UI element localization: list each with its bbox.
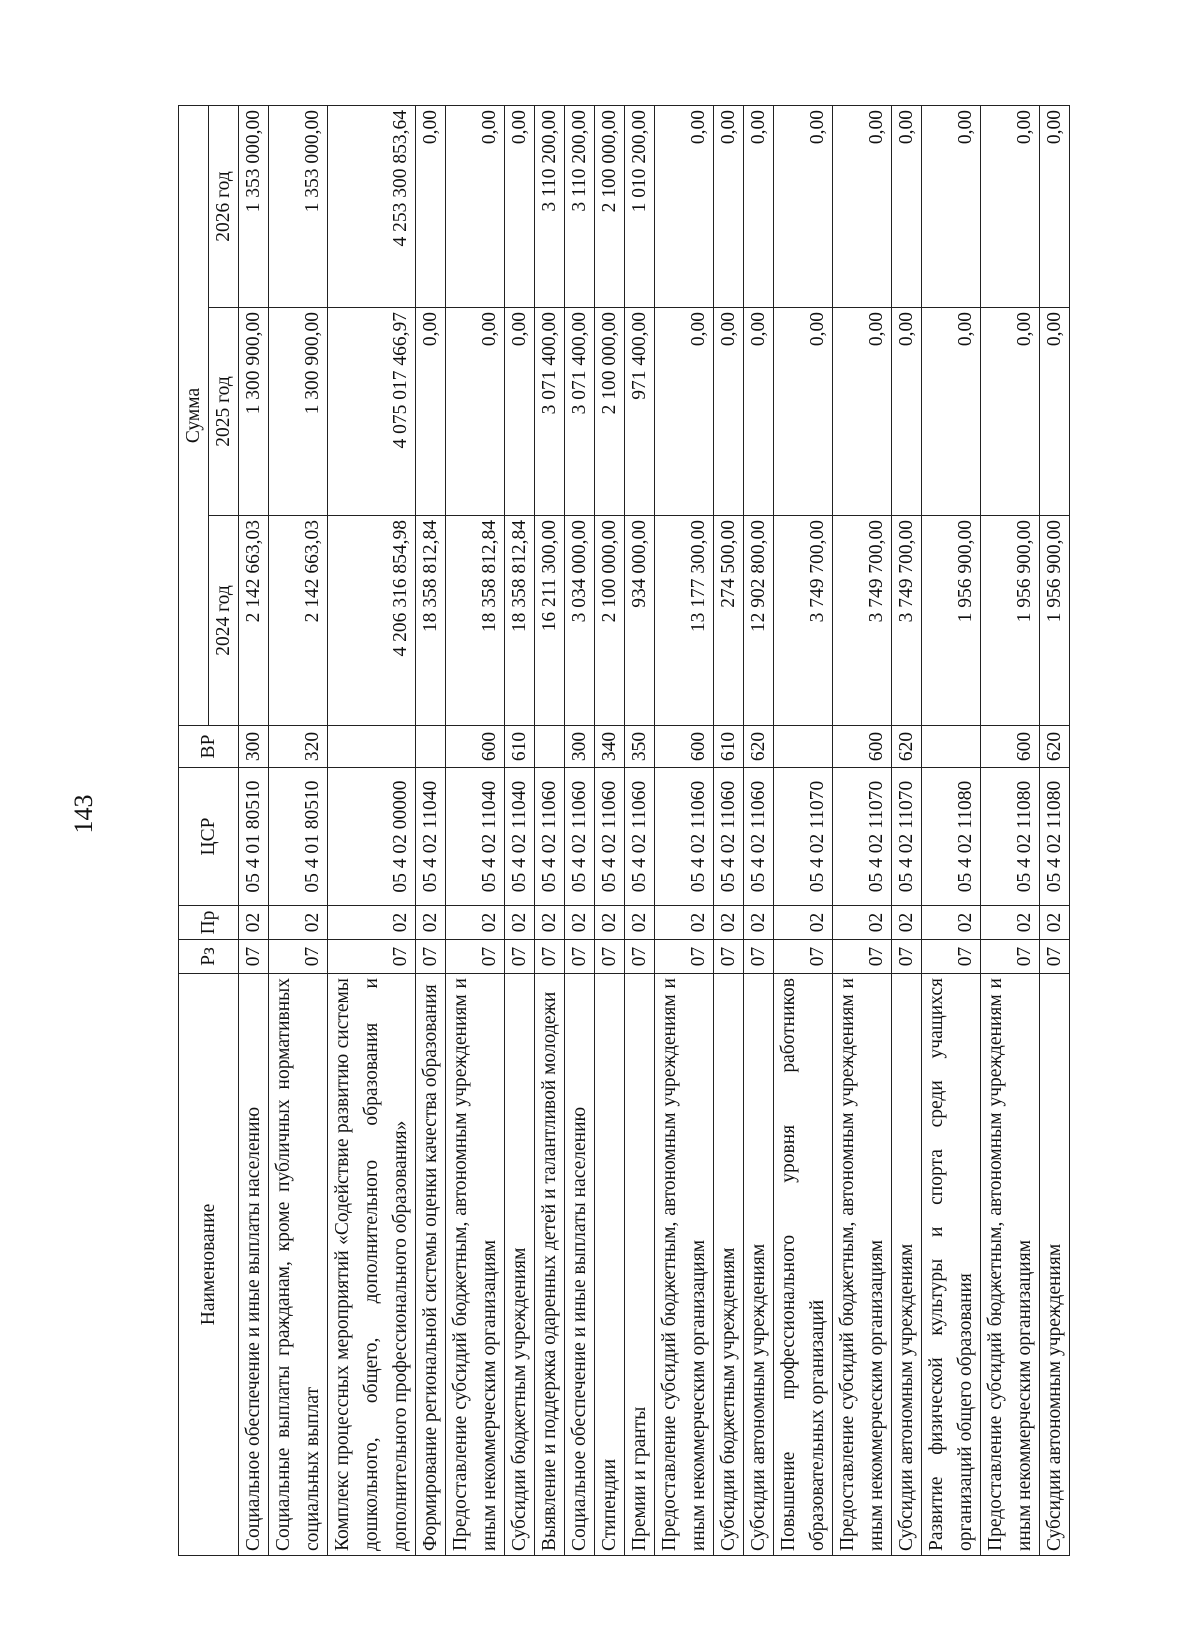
cell-pr: 02 <box>625 906 655 940</box>
cell-pr: 02 <box>239 906 269 940</box>
cell-pr: 02 <box>446 906 505 940</box>
cell-pr: 02 <box>505 906 535 940</box>
cell-name: Повышение профессионального уровня работников образовательных организаций <box>774 974 833 1556</box>
cell-2024: 12 902 800,00 <box>744 516 774 726</box>
cell-pr: 02 <box>744 906 774 940</box>
cell-pr: 02 <box>328 906 416 940</box>
table-row <box>833 106 892 1556</box>
cell-2025: 0,00 <box>833 308 892 516</box>
cell-2025: 4 075 017 466,97 <box>328 308 416 516</box>
cell-2024: 2 142 663,03 <box>269 516 328 726</box>
cell-pr: 02 <box>892 906 922 940</box>
cell-rz: 07 <box>625 940 655 974</box>
cell-name: Предоставление субсидий бюджетным, автономным учреждениям и иным некоммерческим организациям <box>655 974 714 1556</box>
cell-name: Социальное обеспечение и иные выплаты населению <box>239 974 269 1556</box>
cell-vr: 620 <box>892 726 922 768</box>
cell-pr: 02 <box>981 906 1040 940</box>
cell-vr: 320 <box>269 726 328 768</box>
cell-rz: 07 <box>446 940 505 974</box>
cell-2024: 3 749 700,00 <box>892 516 922 726</box>
budget-table <box>178 105 1070 1556</box>
cell-csr: 05 4 01 80510 <box>269 768 328 906</box>
cell-vr: 340 <box>595 726 625 768</box>
table-row <box>922 106 981 1556</box>
cell-2026: 3 110 200,00 <box>535 106 565 308</box>
cell-csr: 05 4 02 11040 <box>416 768 446 906</box>
cell-2026: 0,00 <box>446 106 505 308</box>
cell-pr: 02 <box>535 906 565 940</box>
cell-rz: 07 <box>833 940 892 974</box>
cell-pr: 02 <box>1040 906 1070 940</box>
table-row <box>446 106 505 1556</box>
header-csr: ЦСР <box>179 768 239 906</box>
cell-2025: 0,00 <box>655 308 714 516</box>
cell-2024: 2 100 000,00 <box>595 516 625 726</box>
table-row <box>239 106 269 1556</box>
table-row <box>892 106 922 1556</box>
cell-2024: 18 358 812,84 <box>416 516 446 726</box>
cell-csr: 05 4 02 11060 <box>655 768 714 906</box>
cell-csr: 05 4 02 11080 <box>922 768 981 906</box>
table-row <box>416 106 446 1556</box>
cell-pr: 02 <box>714 906 744 940</box>
cell-2025: 1 300 900,00 <box>239 308 269 516</box>
cell-name: Премии и гранты <box>625 974 655 1556</box>
cell-csr: 05 4 02 11060 <box>595 768 625 906</box>
cell-2025: 971 400,00 <box>625 308 655 516</box>
cell-2025: 0,00 <box>744 308 774 516</box>
cell-2024: 2 142 663,03 <box>239 516 269 726</box>
cell-csr: 05 4 02 11060 <box>625 768 655 906</box>
cell-2024: 4 206 316 854,98 <box>328 516 416 726</box>
table-header <box>179 106 239 1556</box>
cell-pr: 02 <box>595 906 625 940</box>
cell-2024: 274 500,00 <box>714 516 744 726</box>
cell-csr: 05 4 02 11070 <box>833 768 892 906</box>
cell-csr: 05 4 02 11070 <box>892 768 922 906</box>
cell-2025: 0,00 <box>505 308 535 516</box>
cell-vr: 620 <box>744 726 774 768</box>
cell-csr: 05 4 02 00000 <box>328 768 416 906</box>
cell-rz: 07 <box>892 940 922 974</box>
cell-rz: 07 <box>714 940 744 974</box>
cell-name: Социальное обеспечение и иные выплаты населению <box>565 974 595 1556</box>
cell-2024: 934 000,00 <box>625 516 655 726</box>
cell-vr: 620 <box>1040 726 1070 768</box>
cell-2026: 0,00 <box>744 106 774 308</box>
table-row <box>565 106 595 1556</box>
cell-rz: 07 <box>774 940 833 974</box>
cell-csr: 05 4 01 80510 <box>239 768 269 906</box>
cell-rz: 07 <box>269 940 328 974</box>
header-rz: Рз <box>179 940 239 974</box>
cell-rz: 07 <box>595 940 625 974</box>
cell-2024: 18 358 812,84 <box>446 516 505 726</box>
cell-vr: 600 <box>981 726 1040 768</box>
table-row <box>774 106 833 1556</box>
cell-rz: 07 <box>416 940 446 974</box>
cell-2026: 1 353 000,00 <box>269 106 328 308</box>
cell-2026: 2 100 000,00 <box>595 106 625 308</box>
cell-vr: 350 <box>625 726 655 768</box>
cell-csr: 05 4 02 11040 <box>505 768 535 906</box>
header-year-2024: 2024 год <box>209 516 239 726</box>
table-row <box>505 106 535 1556</box>
cell-2024: 1 956 900,00 <box>922 516 981 726</box>
cell-2025: 0,00 <box>892 308 922 516</box>
header-year-2025: 2025 год <box>209 308 239 516</box>
cell-vr: 300 <box>565 726 595 768</box>
cell-2026: 1 353 000,00 <box>239 106 269 308</box>
cell-pr: 02 <box>833 906 892 940</box>
cell-csr: 05 4 02 11060 <box>535 768 565 906</box>
cell-name: Формирование региональной системы оценки качества образования <box>416 974 446 1556</box>
cell-2025: 2 100 000,00 <box>595 308 625 516</box>
cell-rz: 07 <box>981 940 1040 974</box>
cell-name: Социальные выплаты гражданам, кроме публичных нормативных социальных выплат <box>269 974 328 1556</box>
cell-vr <box>774 726 833 768</box>
cell-csr: 05 4 02 11060 <box>565 768 595 906</box>
cell-2025: 0,00 <box>774 308 833 516</box>
cell-2024: 1 956 900,00 <box>981 516 1040 726</box>
cell-rz: 07 <box>239 940 269 974</box>
cell-name: Стипендии <box>595 974 625 1556</box>
cell-2026: 4 253 300 853,64 <box>328 106 416 308</box>
cell-vr: 600 <box>655 726 714 768</box>
header-name: Наименование <box>179 974 239 1556</box>
cell-vr <box>416 726 446 768</box>
cell-2026: 0,00 <box>416 106 446 308</box>
cell-rz: 07 <box>535 940 565 974</box>
cell-2026: 0,00 <box>505 106 535 308</box>
cell-name: Развитие физической культуры и спорта среди учащихся организаций общего образования <box>922 974 981 1556</box>
cell-2025: 0,00 <box>714 308 744 516</box>
cell-2025: 1 300 900,00 <box>269 308 328 516</box>
cell-name: Субсидии бюджетным учреждениям <box>714 974 744 1556</box>
cell-vr: 600 <box>446 726 505 768</box>
cell-csr: 05 4 02 11080 <box>981 768 1040 906</box>
cell-pr: 02 <box>565 906 595 940</box>
cell-2025: 3 071 400,00 <box>565 308 595 516</box>
cell-rz: 07 <box>922 940 981 974</box>
cell-2025: 0,00 <box>922 308 981 516</box>
table-row <box>981 106 1040 1556</box>
cell-rz: 07 <box>505 940 535 974</box>
cell-2024: 18 358 812,84 <box>505 516 535 726</box>
table-row <box>269 106 328 1556</box>
cell-2024: 16 211 300,00 <box>535 516 565 726</box>
cell-2026: 0,00 <box>655 106 714 308</box>
cell-vr <box>922 726 981 768</box>
cell-pr: 02 <box>655 906 714 940</box>
cell-rz: 07 <box>744 940 774 974</box>
cell-name: Предоставление субсидий бюджетным, автономным учреждениям и иным некоммерческим организациям <box>446 974 505 1556</box>
cell-2024: 13 177 300,00 <box>655 516 714 726</box>
cell-name: Предоставление субсидий бюджетным, автономным учреждениям и иным некоммерческим организациям <box>981 974 1040 1556</box>
cell-pr: 02 <box>922 906 981 940</box>
cell-name: Субсидии автономным учреждениям <box>1040 974 1070 1556</box>
cell-2024: 3 749 700,00 <box>833 516 892 726</box>
cell-csr: 05 4 02 11080 <box>1040 768 1070 906</box>
table-row <box>625 106 655 1556</box>
cell-2025: 0,00 <box>1040 308 1070 516</box>
cell-2025: 0,00 <box>981 308 1040 516</box>
cell-pr: 02 <box>269 906 328 940</box>
cell-rz: 07 <box>1040 940 1070 974</box>
cell-2026: 0,00 <box>714 106 744 308</box>
cell-rz: 07 <box>565 940 595 974</box>
cell-vr: 600 <box>833 726 892 768</box>
cell-2026: 0,00 <box>774 106 833 308</box>
header-sum: Сумма <box>179 106 209 726</box>
cell-csr: 05 4 02 11060 <box>744 768 774 906</box>
table-row <box>1040 106 1070 1556</box>
header-vr: ВР <box>179 726 239 768</box>
cell-2024: 3 749 700,00 <box>774 516 833 726</box>
cell-csr: 05 4 02 11040 <box>446 768 505 906</box>
cell-csr: 05 4 02 11070 <box>774 768 833 906</box>
cell-2026: 3 110 200,00 <box>565 106 595 308</box>
rotated-page-content <box>178 106 1188 1556</box>
table-row <box>328 106 416 1556</box>
cell-2024: 1 956 900,00 <box>1040 516 1070 726</box>
cell-2025: 3 071 400,00 <box>535 308 565 516</box>
cell-2024: 3 034 000,00 <box>565 516 595 726</box>
cell-vr <box>535 726 565 768</box>
cell-2026: 0,00 <box>1040 106 1070 308</box>
cell-rz: 07 <box>655 940 714 974</box>
cell-2026: 0,00 <box>922 106 981 308</box>
cell-name: Комплекс процессных мероприятий «Содействие развитию системы дошкольного, общего, дополнительного образования и дополнительного профессионального образования» <box>328 974 416 1556</box>
cell-rz: 07 <box>328 940 416 974</box>
table-row <box>595 106 625 1556</box>
cell-name: Субсидии бюджетным учреждениям <box>505 974 535 1556</box>
cell-name: Выявление и поддержка одаренных детей и талантливой молодежи <box>535 974 565 1556</box>
cell-vr <box>328 726 416 768</box>
cell-name: Субсидии автономным учреждениям <box>744 974 774 1556</box>
cell-pr: 02 <box>416 906 446 940</box>
cell-csr: 05 4 02 11060 <box>714 768 744 906</box>
table-body <box>239 106 1070 1556</box>
cell-2026: 0,00 <box>833 106 892 308</box>
table-row <box>655 106 714 1556</box>
table-row <box>535 106 565 1556</box>
cell-2026: 1 010 200,00 <box>625 106 655 308</box>
cell-2026: 0,00 <box>981 106 1040 308</box>
page-number: 143 <box>69 794 98 834</box>
cell-vr: 610 <box>505 726 535 768</box>
cell-2025: 0,00 <box>446 308 505 516</box>
cell-2025: 0,00 <box>416 308 446 516</box>
header-pr: Пр <box>179 906 239 940</box>
cell-pr: 02 <box>774 906 833 940</box>
cell-2026: 0,00 <box>892 106 922 308</box>
cell-vr: 610 <box>714 726 744 768</box>
cell-name: Предоставление субсидий бюджетным, автономным учреждениям и иным некоммерческим организациям <box>833 974 892 1556</box>
cell-name: Субсидии автономным учреждениям <box>892 974 922 1556</box>
table-row <box>744 106 774 1556</box>
table-row <box>714 106 744 1556</box>
header-year-2026: 2026 год <box>209 106 239 308</box>
cell-vr: 300 <box>239 726 269 768</box>
